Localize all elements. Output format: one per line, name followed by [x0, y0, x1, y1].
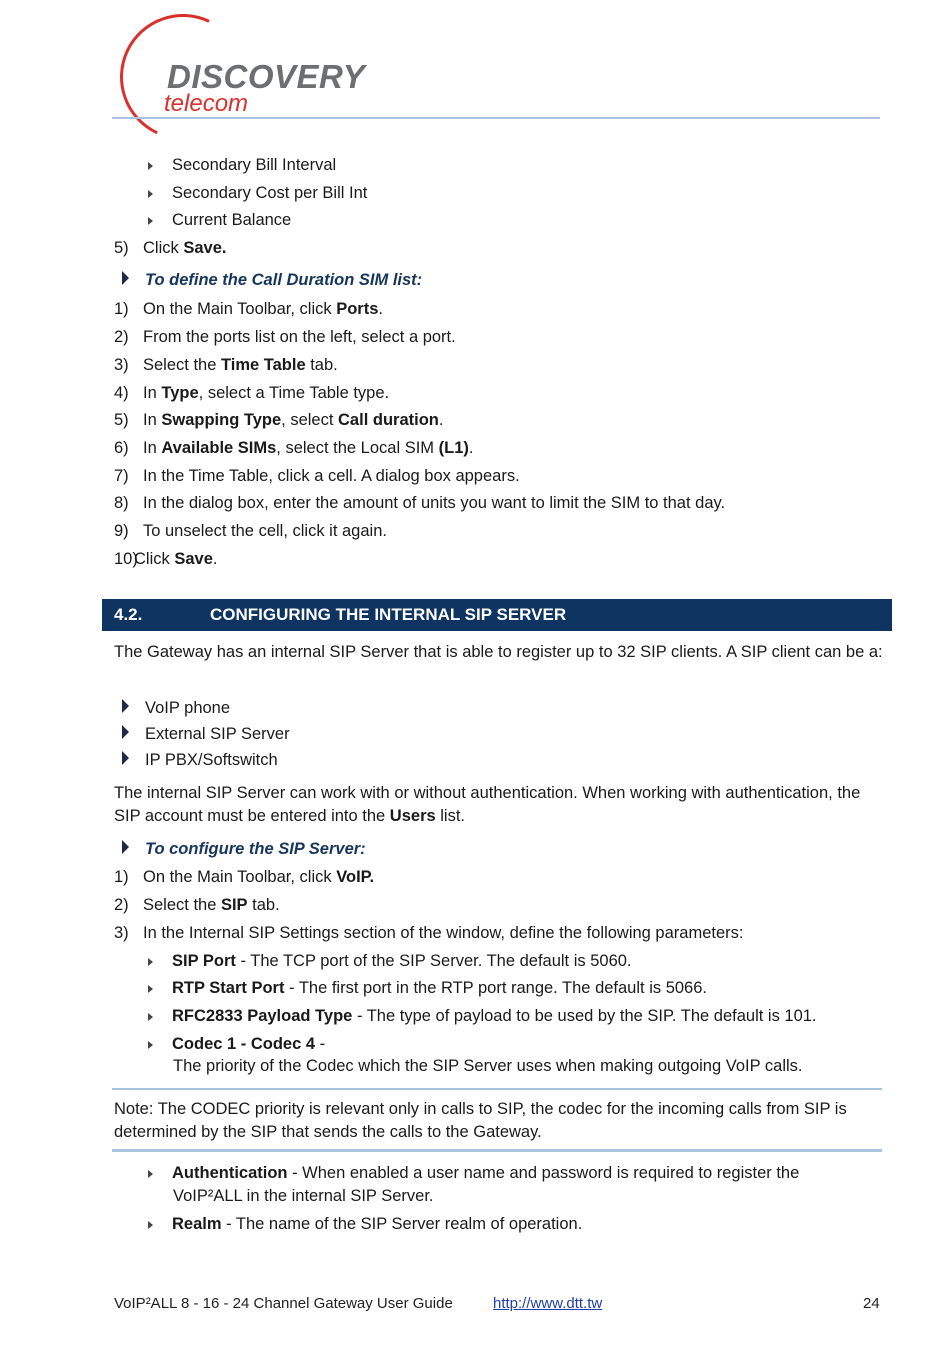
step-item [114, 411, 444, 430]
parameter-text [172, 1215, 582, 1233]
step-text [143, 439, 473, 458]
list-item: Secondary Cost per Bill Int [148, 184, 367, 203]
step-text-part: , select a Time Table type. [198, 384, 390, 402]
page-number: 24 [863, 1295, 880, 1312]
parameter-item [148, 1007, 817, 1026]
step-text [143, 522, 387, 541]
bullet-arrow-icon [148, 190, 153, 198]
step-text [143, 467, 520, 486]
note-top-rule [112, 1088, 882, 1090]
header-rule [112, 117, 880, 119]
footer-title: VoIP²ALL 8 - 16 - 24 Channel Gateway User Guide [114, 1295, 453, 1312]
step-number: 7) [114, 467, 129, 485]
parameter-name: Realm [172, 1215, 222, 1233]
parameter-desc: - When enabled a user name and password is required to register the [287, 1164, 800, 1182]
bullet-arrow-icon [148, 1221, 153, 1229]
step-number: 6) [114, 439, 129, 457]
footer-link[interactable]: http://www.dtt.tw [493, 1295, 603, 1312]
procedure-heading: To define the Call Duration SIM list: [122, 271, 422, 290]
step-item [114, 300, 383, 319]
step-text [143, 924, 743, 943]
parameter-desc: - [315, 1035, 326, 1053]
step-text-part: In [143, 411, 162, 429]
section-title: CONFIGURING THE INTERNAL SIP SERVER [210, 605, 567, 624]
step-text-part: Click [134, 550, 175, 568]
parameter-name: RFC2833 Payload Type [172, 1007, 353, 1025]
step-item [114, 896, 280, 915]
step-item [114, 356, 338, 375]
step-text-part: Select the [143, 356, 221, 374]
procedure-heading: To configure the SIP Server: [122, 840, 366, 859]
parameter-desc-continued: VoIP²ALL in the internal SIP Server. [173, 1187, 434, 1205]
step-text-part: . [438, 411, 444, 429]
step-bold-part: SIP [220, 896, 248, 914]
step-text-part: Select the [143, 896, 221, 914]
step-text [143, 494, 725, 513]
procedure-arrow-icon [122, 271, 129, 285]
bullet-arrow-icon [122, 725, 129, 739]
list-item: IP PBX/Softswitch [122, 751, 278, 770]
parameter-name: SIP Port [172, 952, 236, 970]
parameter-desc: - The first port in the RTP port range. The default is 5066. [284, 979, 707, 997]
auth-paragraph: The internal SIP Server can work with or without authentication. When working with authentication, the SIP account must be entered into the Users list. [114, 784, 861, 825]
bullet-arrow-icon [148, 217, 153, 225]
list-item: Current Balance [148, 211, 291, 230]
parameter-text [172, 952, 632, 970]
step-text [143, 300, 383, 319]
step-bold-part: Save [174, 550, 213, 568]
step-text-part: . [212, 550, 218, 568]
step-bold-part: Call duration [338, 411, 439, 429]
step-bold-part: Type [161, 384, 199, 402]
parameter-name: RTP Start Port [172, 979, 285, 997]
step-number: 2) [114, 896, 129, 914]
step-number: 3) [114, 924, 129, 942]
step-text [134, 550, 217, 569]
step-item: 5) Click Save. [114, 239, 227, 257]
step-text-part: In [143, 439, 162, 457]
company-logo [112, 10, 372, 115]
step-number: 1) [114, 300, 129, 318]
step-bold-part: Ports [336, 300, 379, 318]
step-bold-part: (L1) [438, 439, 469, 457]
step-bold-part: VoIP. [336, 868, 375, 886]
parameter-name: Codec 1 - Codec 4 [172, 1035, 316, 1053]
note-text: Note: The CODEC priority is relevant only in calls to SIP, the codec for the incoming calls from SIP is determined by the SIP that sends the calls to the Gateway. [114, 1100, 847, 1141]
parameter-text [172, 1164, 799, 1182]
step-text-part: , select the Local SIM [276, 439, 439, 457]
parameter-item [148, 979, 707, 998]
step-item [114, 384, 390, 403]
step-item [114, 924, 744, 943]
bullet-arrow-icon [148, 1041, 153, 1049]
step-text [143, 896, 280, 915]
step-text-part: . [378, 300, 383, 318]
parameter-desc: - The name of the SIP Server realm of operation. [221, 1215, 583, 1233]
step-item [114, 328, 456, 347]
intro-paragraph: The Gateway has an internal SIP Server that is able to register up to 32 SIP clients. A SIP client can be a: [114, 643, 883, 661]
step-bold-part: Time Table [220, 356, 306, 374]
step-text-part: In [143, 384, 162, 402]
list-item: VoIP phone [122, 699, 230, 718]
step-item [114, 439, 474, 458]
step-text-part: In the Internal SIP Settings section of the window, define the following parameters: [143, 924, 744, 942]
procedure-arrow-icon [122, 840, 129, 854]
step-number: 10) [114, 550, 138, 568]
step-text-part: tab. [305, 356, 338, 374]
step-text [143, 384, 389, 403]
bullet-arrow-icon [148, 958, 153, 966]
step-number: 4) [114, 384, 129, 402]
list-item: Secondary Bill Interval [148, 156, 336, 175]
step-text-part: On the Main Toolbar, click [143, 868, 337, 886]
parameter-desc: - The type of payload to be used by the SIP. The default is 101. [352, 1007, 817, 1025]
step-text-part: To unselect the cell, click it again. [143, 522, 387, 540]
step-text-part: In the Time Table, click a cell. A dialog box appears. [143, 467, 520, 485]
list-item: External SIP Server [122, 725, 290, 744]
step-text [143, 411, 443, 430]
parameter-item [148, 952, 632, 971]
step-text [143, 868, 374, 887]
note-bottom-rule [112, 1149, 882, 1152]
step-text [143, 328, 456, 347]
parameter-text [172, 1007, 817, 1025]
step-item [114, 467, 520, 486]
parameter-name: Authentication [172, 1164, 288, 1182]
step-text-part: , select [281, 411, 339, 429]
bullet-arrow-icon [148, 985, 153, 993]
step-number: 5) [114, 411, 129, 429]
bullet-arrow-icon [148, 162, 153, 170]
section-number: 4.2. [114, 605, 143, 624]
bullet-arrow-icon [122, 751, 129, 765]
step-text-part: . [468, 439, 474, 457]
step-item [114, 522, 387, 541]
bullet-arrow-icon [122, 699, 129, 713]
step-item [114, 494, 726, 513]
logo-subtitle: telecom [164, 90, 249, 117]
parameter-text [172, 979, 707, 997]
section-heading [102, 599, 892, 631]
parameter-item [148, 1164, 799, 1183]
parameter-item [148, 1035, 325, 1054]
step-number: 9) [114, 522, 129, 540]
step-text-part: tab. [247, 896, 280, 914]
parameter-text [172, 1035, 325, 1053]
step-number: 2) [114, 328, 129, 346]
step-number: 1) [114, 868, 129, 886]
step-item [114, 868, 375, 887]
step-bold-part: Available SIMs [161, 439, 277, 457]
step-text [143, 356, 338, 375]
step-text-part: In the dialog box, enter the amount of units you want to limit the SIM to that day. [143, 494, 726, 512]
logo-wordmark: DISCOVERY [167, 58, 366, 95]
step-number: 8) [114, 494, 129, 512]
parameter-desc: - The TCP port of the SIP Server. The default is 5060. [235, 952, 632, 970]
step-text-part: From the ports list on the left, select a port. [143, 328, 456, 346]
step-bold-part: Swapping Type [161, 411, 282, 429]
codec-description: The priority of the Codec which the SIP Server uses when making outgoing VoIP calls. [173, 1057, 803, 1075]
parameter-item [148, 1215, 582, 1234]
step-number: 3) [114, 356, 129, 374]
step-item [114, 550, 218, 569]
step-text-part: On the Main Toolbar, click [143, 300, 337, 318]
bullet-arrow-icon [148, 1013, 153, 1021]
bullet-arrow-icon [148, 1170, 153, 1178]
